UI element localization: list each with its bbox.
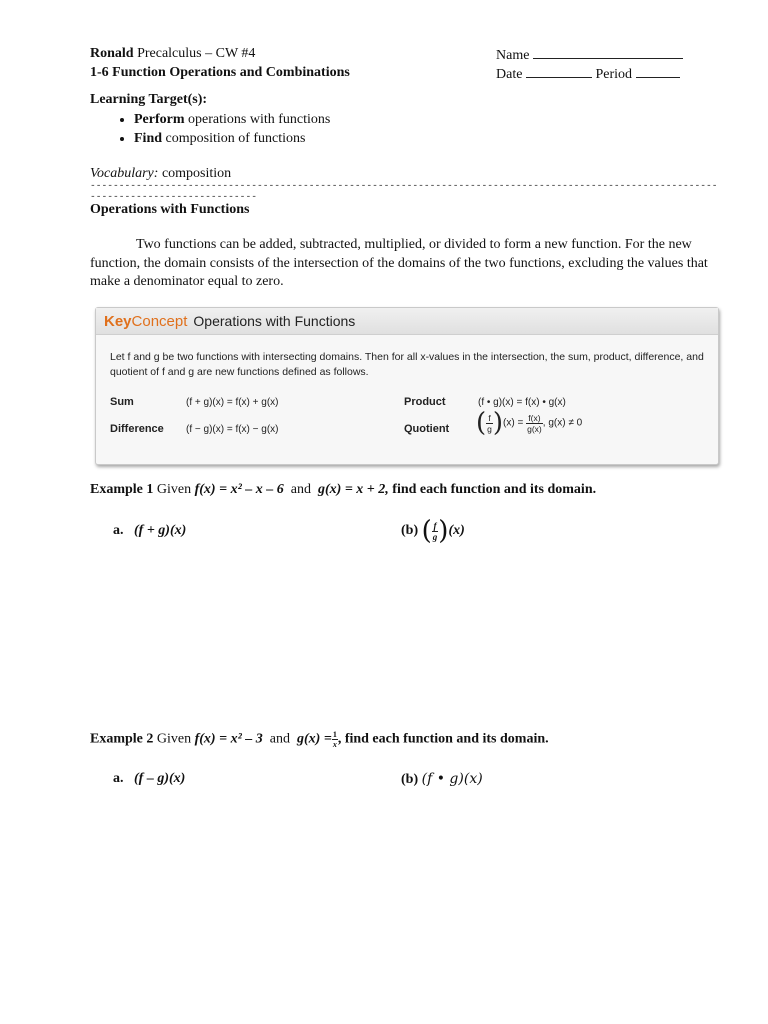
part-b-expression: (f • g)(x) [421, 771, 483, 787]
example-1-and: and [290, 482, 311, 497]
vocabulary-label: Vocabulary: [90, 166, 159, 181]
name-field[interactable] [496, 46, 683, 64]
key-concept-key: Key [104, 313, 132, 330]
part-b-label: (b) [401, 523, 419, 539]
learning-targets-list [112, 110, 330, 148]
part-a-expression: (f + g)(x) [134, 523, 187, 538]
target-text: composition of functions [162, 131, 306, 146]
key-concept-title: Operations with Functions [193, 313, 356, 329]
key-concept-concept: Concept [131, 313, 188, 330]
course-heading [90, 46, 255, 62]
example-2-instruction: , find each function and its domain. [337, 731, 549, 747]
example-2-label: Example 2 [90, 731, 154, 747]
quotient-label: Quotient [404, 423, 450, 435]
quotient-formula: ( $\frac{f}{g}$ )(x) = $\frac{f(x)}{g(x)}$ , g(x) ≠ 0 [476, 408, 583, 438]
difference-formula: (f − g)(x) = f(x) − g(x) [186, 424, 279, 435]
date-period-field [496, 65, 680, 83]
example-1-part-b: (b) ( $\frac{f}{g}$ )(x) [401, 516, 465, 546]
example-1-part-a [113, 523, 186, 539]
part-b-label: (b) [401, 772, 419, 787]
period-blank[interactable] [636, 65, 680, 78]
example-2-f: f(x) = x² – 3 [194, 731, 263, 747]
target-item [134, 129, 330, 148]
example-2-g: g(x) = [297, 731, 332, 747]
teacher-name: Ronald [90, 46, 134, 61]
target-verb: Perform [134, 112, 185, 127]
difference-label: Difference [110, 423, 164, 435]
period-label: Period [595, 67, 632, 82]
example-2-statement: Example 2 Given f(x) = x² – 3 and g(x) = $\frac{1}{x}$ , find each function and its domain. [90, 730, 549, 749]
section-title: Operations with Functions [90, 202, 250, 217]
date-label: Date [496, 67, 523, 82]
dashed-divider: ------------------------------------------------------------------------------------------------------------------------------------------ [90, 180, 718, 202]
date-blank[interactable] [526, 65, 592, 78]
product-formula: (f • g)(x) = f(x) • g(x) [478, 397, 566, 408]
part-a-label: a. [113, 771, 124, 786]
example-1-f: f(x) = x² – x – 6 [194, 482, 284, 497]
key-concept-header [96, 308, 718, 335]
target-text: operations with functions [184, 112, 331, 127]
quotient-condition: g(x) ≠ 0 [548, 417, 583, 429]
target-item [134, 110, 330, 129]
example-1-g: g(x) = x + 2, [318, 482, 389, 497]
lesson-title: 1-6 Function Operations and Combinations [90, 65, 350, 80]
example-2-part-a [113, 771, 185, 787]
example-2-given: Given [156, 731, 192, 747]
key-concept-box [95, 307, 719, 465]
vocabulary-term: composition [161, 166, 232, 181]
name-blank[interactable] [533, 46, 683, 59]
part-a-label: a. [113, 523, 124, 538]
target-verb: Find [134, 131, 163, 146]
example-1-instruction: find each function and its domain. [392, 482, 597, 497]
part-a-expression: (f – g)(x) [134, 771, 186, 786]
key-concept-intro: Let f and g be two functions with intersecting domains. Then for all x-values in the intersection, the sum, product, difference, and quotient of f and g are new functions defined as follows. [110, 351, 704, 378]
example-1-label: Example 1 [90, 482, 154, 497]
example-1-given: Given [156, 482, 192, 497]
sum-formula: (f + g)(x) = f(x) + g(x) [186, 397, 279, 408]
learning-targets-title: Learning Target(s): [90, 92, 208, 107]
sum-label: Sum [110, 396, 134, 408]
example-2-part-b [401, 771, 483, 788]
name-label: Name [496, 48, 530, 63]
example-2-and: and [269, 731, 290, 747]
example-1-statement [90, 482, 596, 498]
course-title: Precalculus – CW #4 [137, 46, 256, 61]
product-label: Product [404, 396, 446, 408]
section-paragraph: Two functions can be added, subtracted, multiplied, or divided to form a new function. For the new function, the domain consists of the intersection of the domains of the two functions, excluding the values that make a denominator equal to zero. [90, 237, 708, 289]
